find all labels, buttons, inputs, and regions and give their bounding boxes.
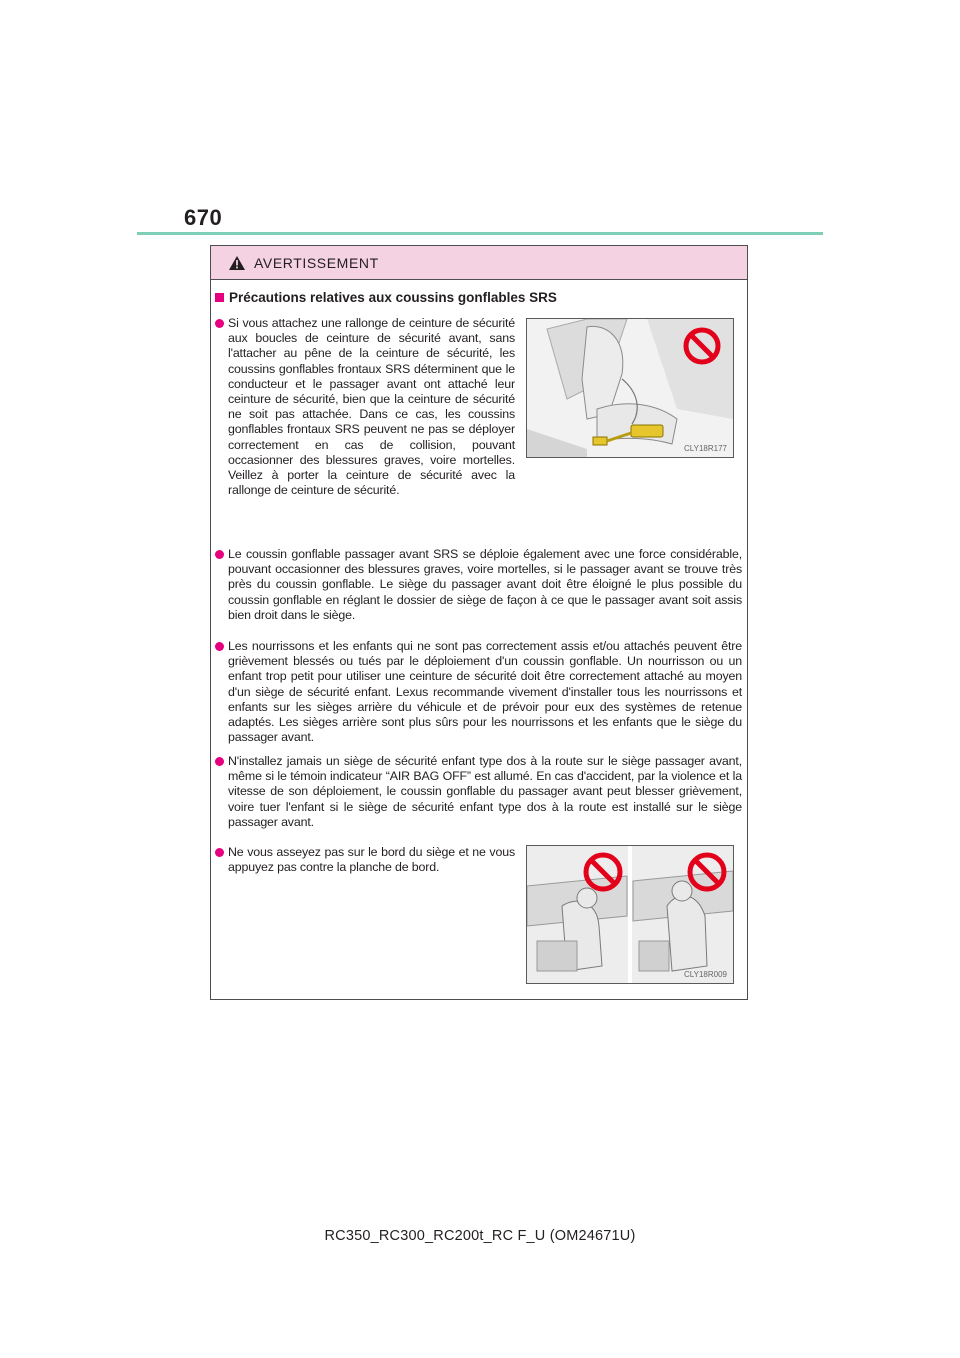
bullet-icon [215, 757, 224, 766]
item-text: Le coussin gonflable passager avant SRS se déploie également avec une force considérable, pouvant occasionner des blessures graves, voire mortelles, si le passager avant se trouve très près du coussin gonflable. Le siège du passager avant doit être éloigné le plus possible du coussin gonflable en réglant le dossier de siège de façon à ce que le passager avant soit assis bien droit dans le siège. [228, 547, 742, 622]
footer-model-code: RC350_RC300_RC200t_RC F_U (OM24671U) [324, 1228, 636, 1244]
list-item [228, 316, 515, 498]
bullet-icon [215, 848, 224, 857]
section-heading-text: Précautions relatives aux coussins gonflables SRS [229, 290, 557, 305]
header-rule [137, 232, 823, 235]
bullet-icon [215, 319, 224, 328]
warning-triangle-icon [228, 255, 246, 271]
list-item [228, 639, 742, 745]
prohibited-icon [683, 327, 721, 365]
list-item [228, 754, 742, 830]
item-text: Si vous attachez une rallonge de ceinture de sécurité aux boucles de ceinture de sécurité avant, sans l'attacher au pêne de la ceinture de sécurité, les coussins gonflables frontaux SRS déterminent que le conducteur et le passager avant ont attaché leur ceinture de sécurité, bien que la ceinture de sécurité ne soit pas attachée. Dans ce cas, les coussins gonflables frontaux SRS peuvent ne pas se déployer correctement en cas de collision, pouvant occasionner des blessures graves, voire mortelles. Veillez à porter la ceinture de sécurité avec la rallonge de ceinture de sécurité. [228, 316, 515, 498]
seatbelt-extender-illustration [526, 318, 734, 458]
page-number: 670 [184, 205, 223, 230]
item-text: Les nourrissons et les enfants qui ne sont pas correctement assis et/ou attachés peuvent être grièvement blessés ou tués par le déploiement d'un coussin gonflable. Un nourrisson ou un enfant trop petit pour utiliser une ceinture de sécurité doit être correctement attaché au moyen d'un siège de sécurité enfant. Lexus recommande vivement d'installer tous les nourrissons et enfants sur les sièges arrière du véhicule et de prévoir pour eux des systèmes de retenue adaptés. Les sièges arrière sont plus sûrs pour les nourrissons et les enfants que le siège du passager avant. [228, 639, 742, 745]
figure-code: CLY18R009 [684, 970, 727, 979]
item-text: N'installez jamais un siège de sécurité enfant type dos à la route sur le siège passager avant, même si le témoin indicateur “AIR BAG OFF” est allumé. En cas d'accident, par la violence et la vitesse de son déploiement, le coussin gonflable du passager avant peut blesser grièvement, voire tuer l'enfant si le siège de sécurité enfant type dos à la route est installé sur le siège passager avant. [228, 754, 742, 829]
prohibited-icon [583, 852, 623, 892]
figure-code: CLY18R177 [684, 444, 727, 453]
square-bullet-icon [215, 293, 224, 302]
warning-header [211, 246, 747, 280]
seating-posture-illustration [526, 845, 734, 984]
list-item [228, 845, 515, 875]
prohibited-icon [687, 852, 727, 892]
bullet-icon [215, 642, 224, 651]
section-heading [215, 290, 557, 305]
item-text: Ne vous asseyez pas sur le bord du siège et ne vous appuyez pas contre la planche de bord. [228, 845, 515, 875]
list-item [228, 547, 742, 623]
warning-title: AVERTISSEMENT [254, 254, 379, 271]
bullet-icon [215, 550, 224, 559]
